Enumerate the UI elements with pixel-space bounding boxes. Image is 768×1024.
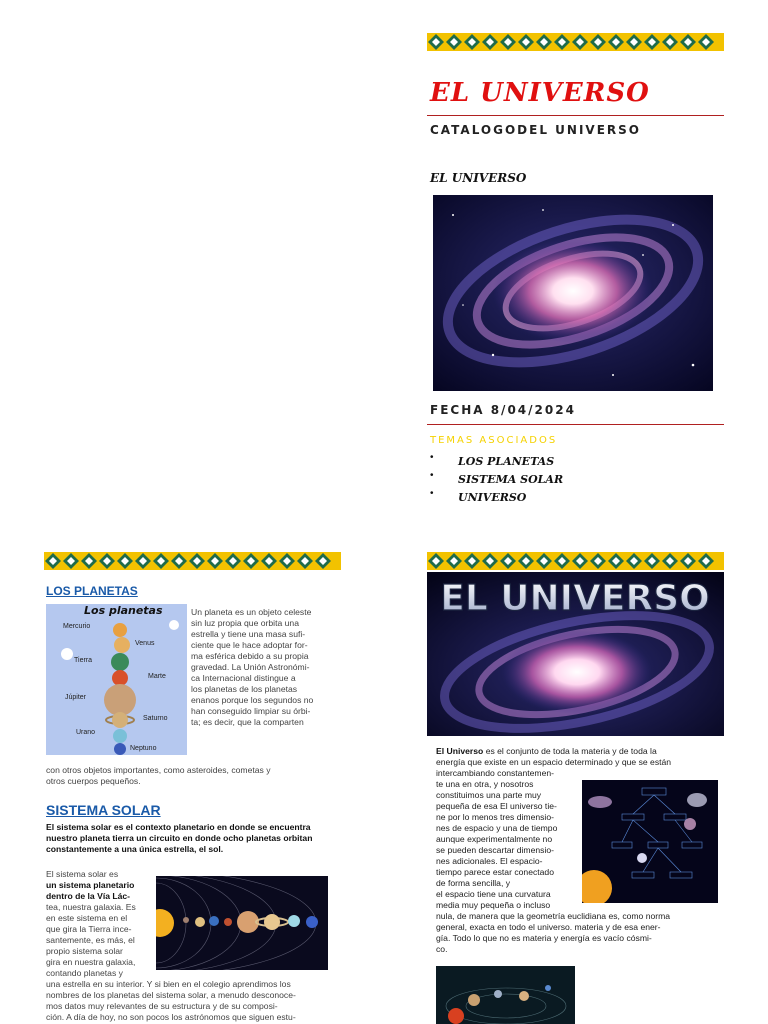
universo-banner-image — [427, 572, 724, 736]
planetas-heading[interactable]: LOS PLANETAS — [46, 584, 138, 598]
cover-subtitle: CATALOGODEL UNIVERSO — [430, 123, 641, 137]
decorative-band-top — [427, 33, 724, 51]
planetas-text: Un planeta es un objeto celeste sin luz propia que orbita una estrella y tiene una masa sufi- ciente que le hace adoptar for- ma esférica debido a su propia gravedad. La Unión Astronómi- ca Internacional distingue a los planetas de los planetas enanos porque los segundos no han conseguido limpiar su órbi- ta; es decir, que la comparten — [191, 607, 314, 727]
cover-date: FECHA 8/04/2024 — [430, 403, 576, 417]
planet-label: Saturno — [143, 715, 168, 722]
topic-item[interactable]: • SISTEMA SOLAR — [430, 470, 563, 488]
solar-system-image-bottom — [436, 966, 575, 1024]
planet-label: Tierra — [74, 657, 93, 664]
decorative-band-left — [44, 552, 341, 570]
sistema-heading[interactable]: SISTEMA SOLAR — [46, 802, 161, 818]
topic-item[interactable]: • LOS PLANETAS — [430, 452, 563, 470]
planet-label: Mercurio — [63, 623, 91, 630]
title-rule — [427, 115, 724, 116]
planetas-text-tail: con otros objetos importantes, como asteroides, cometas y otros cuerpos pequeños. — [46, 765, 271, 786]
cosmos-diagram-image — [582, 780, 718, 903]
solar-system-image — [156, 876, 328, 970]
planet-label: Urano — [76, 729, 96, 736]
planet-label: Neptuno — [130, 745, 157, 752]
sistema-left-text: El sistema solar es un sistema planetario dentro de la Vía Lác- tea, nuestra galaxia. Es en este sistema en el que gira la Tierra ince- santemente, es más, el propio sistema solar gira en nuestra galaxia, contando planetas y — [46, 869, 136, 978]
planet-label: Venus — [135, 640, 155, 647]
topics-list — [430, 452, 563, 506]
universo-text-narrow: intercambiando constantemen- te una en otra, y nosotros constituimos una parte muy pequeña de esa El universo tie- ne por lo menos tres dimensio- nes de espacio y una de tiempo aunque experimentalmente no se pueden descartar dimensio- nes adicionales. El espacio- tiempo parece estar conectado de forma sencilla, y el espacio tiene una curvatura media muy pequeña o incluso — [436, 768, 558, 910]
planet-label: Marte — [148, 673, 166, 680]
cover-section-label: EL UNIVERSO — [430, 171, 527, 185]
topic-item[interactable]: • UNIVERSO — [430, 488, 563, 506]
universo-line-0-rest: es el conjunto de toda la materia y de toda la — [485, 746, 657, 756]
decorative-band-right — [427, 552, 724, 570]
sistema-bottom-text: una estrella en su interior. Y si bien en el colegio aprendimos los nombres de los planetas del sistema solar, a menudo desconoce- mos datos muy relevantes de su estructura y de su composi- ción. A día de hoy, no son pocos los astrónomos que siguen estu- — [46, 979, 296, 1022]
galaxy-image — [433, 195, 713, 391]
date-rule — [427, 424, 724, 425]
universo-text-wide-bottom: nula, de manera que la geometría euclidiana es, como norma general, exacta en todo el universo. materia y de esa ener- gía. Todo lo que no es materia y energía es vacío cósmi- co. — [436, 911, 671, 954]
planets-illustration-title: Los planetas — [84, 604, 163, 617]
sistema-intro: El sistema solar es el contexto planetario en donde se encuentra nuestro planeta tierra un circuito en donde ocho planetas orbitan constantemente a una única estrella, el sol. — [46, 822, 313, 854]
planet-label: Júpiter — [65, 694, 87, 701]
cover-title: EL UNIVERSO — [430, 78, 650, 108]
universo-text-wide: El Universo es el conjunto de toda la materia y de toda la energía que existe en un espacio determinado y que se están — [436, 746, 672, 767]
universo-banner-text: EL UNIVERSO — [440, 578, 710, 619]
topics-heading: TEMAS ASOCIADOS — [430, 435, 558, 446]
planets-illustration — [46, 604, 187, 755]
